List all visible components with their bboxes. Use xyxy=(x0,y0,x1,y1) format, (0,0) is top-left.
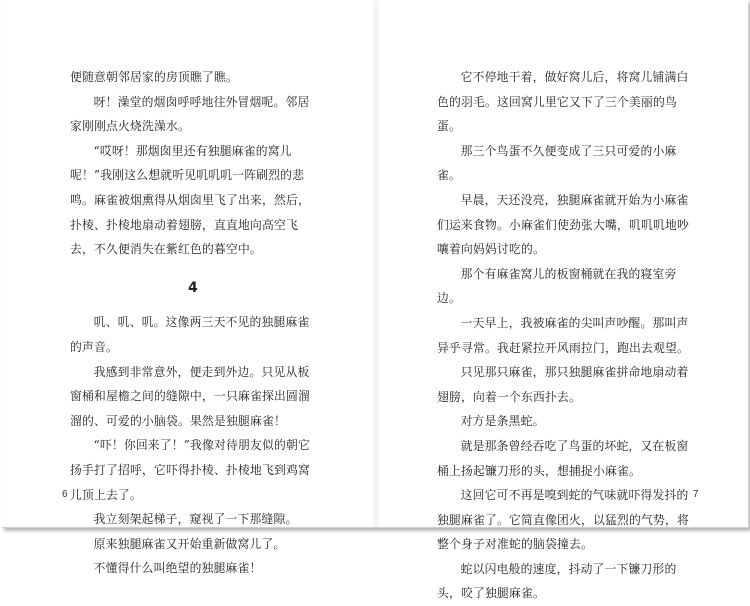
paragraph: 叽、叽、叽。这像两三天不见的独腿麻雀的声音。 xyxy=(70,315,310,354)
paragraph: 我立刻架起梯子，窥视了一下那缝隙。 xyxy=(93,512,298,527)
paragraph: “吓！你回来了！”我像对待朋友似的朝它扬手打了招呼，它吓得扑棱、扑棱地飞到鸡窝儿顶上去了。 xyxy=(70,438,311,502)
paragraph: 对方是条黑蛇。 xyxy=(460,414,545,429)
left-page-text xyxy=(70,65,316,581)
paragraph: 不懂得什么叫绝望的独腿麻雀！ xyxy=(93,561,262,576)
paragraph: “哎呀！那烟囱里还有独腿麻雀的窝儿呢！”我刚这么想就听见叽叽叽一阵刷烈的悲鸣。麻雀被烟熏得从烟囱里飞了出来，然后，扑棱、扑棱地扇动着翅膀，直直地向高空飞去，不久便消失在紫红色的暮空中。 xyxy=(70,143,310,257)
paragraph: 那个有麻雀窝儿的板窗桶就在我的寝室旁边。 xyxy=(437,266,677,306)
paragraph: 那三个鸟蛋不久便变成了三只可爱的小麻雀。 xyxy=(437,143,677,183)
paragraph: 一天早上，我被麻雀的尖叫声吵醒。那叫声异乎寻常。我赶紧拉开风雨拉门，跑出去观望。 xyxy=(437,315,689,355)
book-spread xyxy=(2,1,749,601)
paragraph: 就是那条曾经吞吃了鸟蛋的坏蛇，又在板窗桶上扬起镰刀形的头，想捕捉小麻雀。 xyxy=(437,438,689,478)
paragraph: 原来独腿麻雀又开始重新做窝儿了。 xyxy=(93,536,286,551)
right-page-text xyxy=(437,65,691,606)
page-number-right: 7 xyxy=(693,489,699,500)
paragraph: 呀！澡堂的烟囱呼呼地往外冒烟呢。邻居家刚刚点火烧洗澡水。 xyxy=(70,94,310,134)
paragraph: 这回它可不再是嗅到蛇的气味就吓得发抖的独腿麻雀了。它简直像团火，以猛烈的气势，将整个身子对准蛇的脑袋撞去。 xyxy=(437,488,689,552)
paragraph: 只见那只麻雀，那只独腿麻雀拼命地扇动着翅膀，向着一个东西扑去。 xyxy=(437,365,689,404)
paragraph: 早晨，天还没亮，独腿麻雀就开始为小麻雀们运来食物。小麻雀们使劲张大嘴，叽叽叽地吵嚷着向妈妈讨吃的。 xyxy=(437,192,689,257)
paragraph: 我感到非常意外，便走到外边。只见从板窗桶和屋檐之间的缝隙中，一只麻雀探出圆溜溜的、可爱的小脑袋。果然是独腿麻雀！ xyxy=(70,364,310,428)
paragraph: 便随意朝邻居家的房顶瞧了瞧。 xyxy=(70,70,238,84)
page-number-left: 6 xyxy=(62,489,68,500)
paragraph: 它不停地干着，做好窝儿后，将窝儿铺满白色的羽毛。这回窝儿里它又下了三个美丽的鸟蛋。 xyxy=(437,70,689,134)
paragraph: 蛇以闪电般的速度，抖动了一下镰刀形的头，咬了独腿麻雀。 xyxy=(437,561,677,601)
left-page xyxy=(2,1,375,576)
right-page xyxy=(375,1,748,601)
section-number: 4 xyxy=(188,279,198,296)
